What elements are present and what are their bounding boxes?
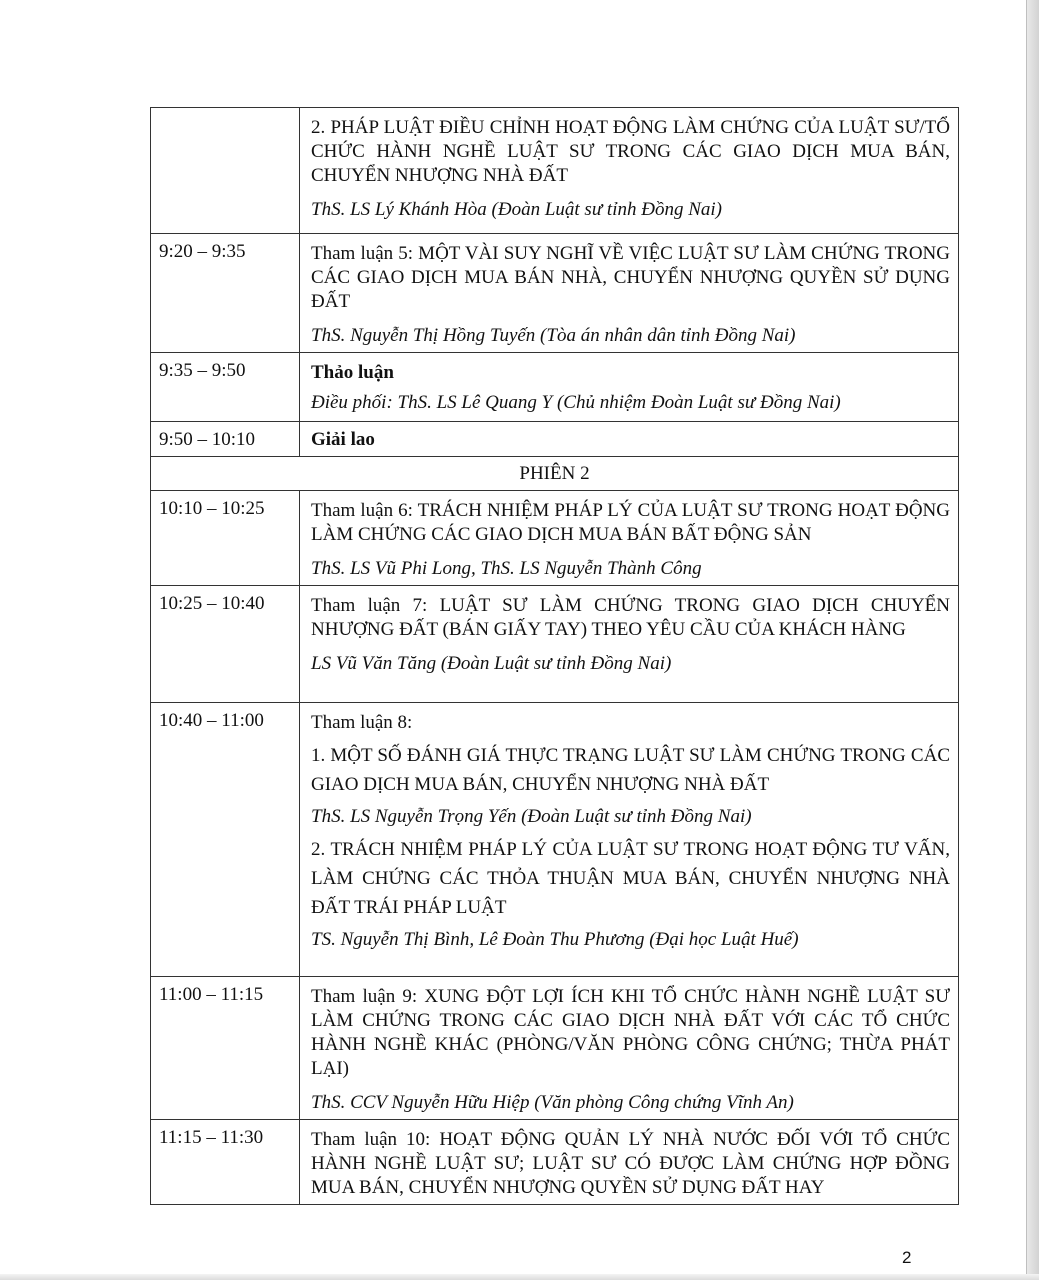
- agenda-author: ThS. CCV Nguyễn Hữu Hiệp (Văn phòng Công chứng Vĩnh An): [311, 1092, 794, 1113]
- agenda-time: 9:20 – 9:35: [151, 234, 300, 353]
- agenda-row: [151, 491, 959, 586]
- agenda-title: Tham luận 9: XUNG ĐỘT LỢI ÍCH KHI TỔ CHỨC HÀNH NGHỀ LUẬT SƯ LÀM CHỨNG TRONG CÁC GIAO DỊCH NHÀ ĐẤT VỚI CÁC TỔ CHỨC HÀNH NGHỀ KHÁC (PHÒNG/VĂN PHÒNG CÔNG CHỨNG; THỪA PHÁT LẠI): [311, 986, 950, 1079]
- agenda-time: 9:35 – 9:50: [151, 353, 300, 422]
- agenda-time: 10:10 – 10:25: [151, 491, 300, 586]
- agenda-content: [300, 703, 959, 977]
- page-number: 2: [902, 1248, 912, 1267]
- agenda-title: 2. PHÁP LUẬT ĐIỀU CHỈNH HOẠT ĐỘNG LÀM CHỨNG CỦA LUẬT SƯ/TỔ CHỨC HÀNH NGHỀ LUẬT SƯ TRONG CÁC GIAO DỊCH MUA BÁN, CHUYỂN NHƯỢNG NHÀ ĐẤT: [311, 117, 950, 186]
- agenda-content: [300, 422, 959, 457]
- agenda-title: Thảo luận: [311, 362, 394, 383]
- agenda-content: [300, 353, 959, 422]
- agenda-row: [151, 586, 959, 703]
- page-bottom-shadow: [0, 1274, 1039, 1280]
- agenda-author-1: ThS. LS Nguyễn Trọng Yến (Đoàn Luật sư tỉnh Đồng Nai): [311, 806, 752, 827]
- agenda-row: [151, 108, 959, 234]
- agenda-title: Tham luận 5: MỘT VÀI SUY NGHĨ VỀ VIỆC LUẬT SƯ LÀM CHỨNG TRONG CÁC GIAO DỊCH MUA BÁN NHÀ, CHUYỂN NHƯỢNG QUYỀN SỬ DỤNG ĐẤT: [311, 243, 950, 312]
- agenda-content: [300, 491, 959, 586]
- agenda-time: 11:00 – 11:15: [151, 977, 300, 1120]
- agenda-item-1: 1. MỘT SỐ ĐÁNH GIÁ THỰC TRẠNG LUẬT SƯ LÀM CHỨNG TRONG CÁC GIAO DỊCH MUA BÁN, CHUYỂN NHƯỢNG NHÀ ĐẤT: [311, 745, 950, 795]
- agenda-author: ThS. LS Vũ Phi Long, ThS. LS Nguyễn Thành Công: [311, 558, 702, 579]
- agenda-item-2: 2. TRÁCH NHIỆM PHÁP LÝ CỦA LUẬT SƯ TRONG HOẠT ĐỘNG TƯ VẤN, LÀM CHỨNG CÁC THỎA THUẬN MUA BÁN, CHUYỂN NHƯỢNG NHÀ ĐẤT TRÁI PHÁP LUẬT: [311, 839, 950, 918]
- agenda-row: [151, 422, 959, 457]
- page-edge-shadow: [1026, 0, 1039, 1280]
- agenda-title: Tham luận 7: LUẬT SƯ LÀM CHỨNG TRONG GIAO DỊCH CHUYỂN NHƯỢNG ĐẤT (BÁN GIẤY TAY) THEO YÊU CẦU CỦA KHÁCH HÀNG: [311, 595, 950, 640]
- agenda-content: [300, 108, 959, 234]
- agenda-time: 11:15 – 11:30: [151, 1120, 300, 1205]
- agenda-author: Điều phối: ThS. LS Lê Quang Y (Chủ nhiệm Đoàn Luật sư Đồng Nai): [311, 392, 841, 413]
- agenda-author-2: TS. Nguyễn Thị Bình, Lê Đoàn Thu Phương (Đại học Luật Huế): [311, 929, 799, 950]
- agenda-time: 9:50 – 10:10: [151, 422, 300, 457]
- agenda-title: Giải lao: [311, 429, 375, 450]
- session-row: [151, 457, 959, 491]
- agenda-content: [300, 977, 959, 1120]
- agenda-table: [150, 107, 959, 1205]
- agenda-content: [300, 1120, 959, 1205]
- agenda-title: Tham luận 10: HOẠT ĐỘNG QUẢN LÝ NHÀ NƯỚC ĐỐI VỚI TỔ CHỨC HÀNH NGHỀ LUẬT SƯ; LUẬT SƯ CÓ ĐƯỢC LÀM CHỨNG HỢP ĐỒNG MUA BÁN, CHUYỂN NHƯỢNG QUYỀN SỬ DỤNG ĐẤT HAY: [311, 1129, 950, 1198]
- agenda-time: [151, 108, 300, 234]
- agenda-row: [151, 234, 959, 353]
- agenda-content: [300, 234, 959, 353]
- agenda-row: [151, 1120, 959, 1205]
- agenda-time: 10:25 – 10:40: [151, 586, 300, 703]
- agenda-time: 10:40 – 11:00: [151, 703, 300, 977]
- session-title: PHIÊN 2: [151, 457, 959, 491]
- agenda-author: ThS. LS Lý Khánh Hòa (Đoàn Luật sư tỉnh Đồng Nai): [311, 199, 722, 220]
- agenda-row: [151, 977, 959, 1120]
- agenda-row: [151, 353, 959, 422]
- agenda-content: [300, 586, 959, 703]
- agenda-title: Tham luận 6: TRÁCH NHIỆM PHÁP LÝ CỦA LUẬT SƯ TRONG HOẠT ĐỘNG LÀM CHỨNG CÁC GIAO DỊCH MUA BÁN BẤT ĐỘNG SẢN: [311, 500, 950, 545]
- agenda-author: ThS. Nguyễn Thị Hồng Tuyến (Tòa án nhân dân tỉnh Đồng Nai): [311, 325, 796, 346]
- agenda-author: LS Vũ Văn Tăng (Đoàn Luật sư tỉnh Đồng Nai): [311, 653, 672, 674]
- agenda-row: [151, 703, 959, 977]
- agenda-title: Tham luận 8:: [311, 712, 413, 733]
